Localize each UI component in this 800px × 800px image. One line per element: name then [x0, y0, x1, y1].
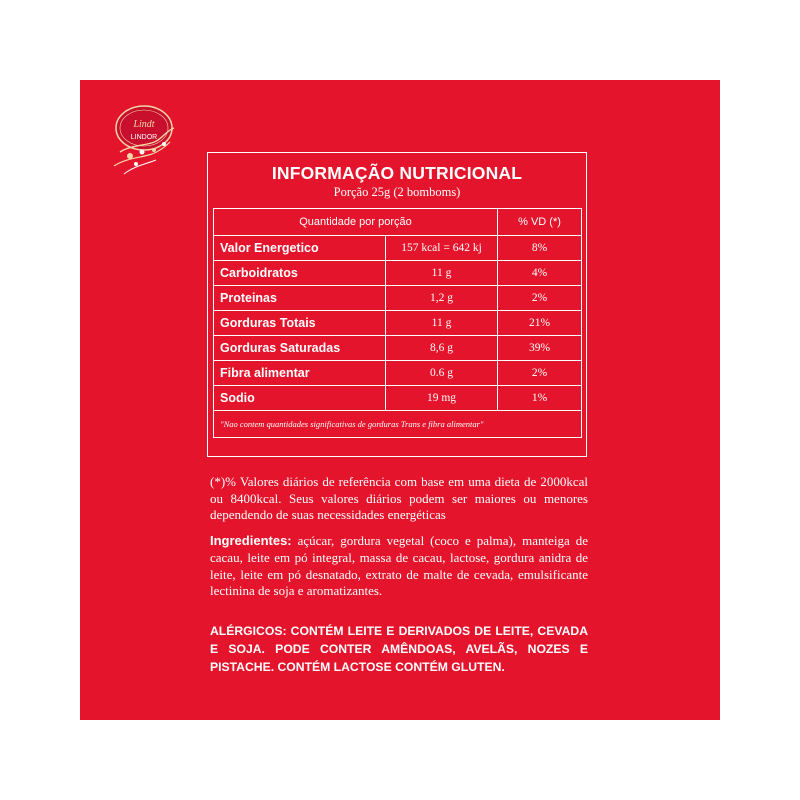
lindt-lindor-logo — [106, 100, 190, 190]
nutrient-vd: 2% — [498, 286, 582, 311]
nutrition-table — [213, 208, 582, 438]
nutrient-quantity: 11 g — [386, 311, 498, 336]
trans-fat-note: "Nao contem quantidades significativas de gorduras Trans e fibra alimentar" — [214, 411, 582, 438]
table-row — [214, 311, 582, 336]
nutrition-facts-box — [207, 152, 587, 457]
table-row — [214, 336, 582, 361]
daily-values-text: (*)% Valores diários de referência com base em uma dieta de 2000kcal ou 8400kcal. Seus valores diários podem ser maiores ou menores dependendo de suas necessidades energéticas — [210, 474, 588, 522]
nutrient-name: Proteinas — [214, 286, 386, 311]
header-vd: % VD (*) — [498, 209, 582, 236]
nutrient-vd: 4% — [498, 261, 582, 286]
nutrient-quantity: 157 kcal = 642 kj — [386, 236, 498, 261]
table-note-row — [214, 411, 582, 438]
header-quantity: Quantidade por porção — [214, 209, 498, 236]
table-row — [214, 261, 582, 286]
nutrient-name: Valor Energetico — [214, 236, 386, 261]
nutrient-vd: 1% — [498, 386, 582, 411]
nutrient-name: Gorduras Saturadas — [214, 336, 386, 361]
nutrition-title: INFORMAÇÃO NUTRICIONAL — [271, 163, 523, 183]
table-row — [214, 286, 582, 311]
logo-brand-text: Lindt — [133, 119, 155, 130]
table-row — [214, 236, 582, 261]
logo-sub-text: LINDOR — [130, 134, 158, 141]
ingredients-paragraph — [210, 533, 588, 600]
nutrient-vd: 2% — [498, 361, 582, 386]
table-header-row — [214, 209, 582, 236]
nutrient-vd: 8% — [498, 236, 582, 261]
nutrient-quantity: 8,6 g — [386, 336, 498, 361]
portion-size: Porção 25g (2 bomboms) — [333, 185, 461, 199]
nutrient-quantity: 0.6 g — [386, 361, 498, 386]
nutrient-name: Gorduras Totais — [214, 311, 386, 336]
nutrient-quantity: 11 g — [386, 261, 498, 286]
table-row — [214, 361, 582, 386]
nutrient-quantity: 1,2 g — [386, 286, 498, 311]
nutrient-vd: 39% — [498, 336, 582, 361]
table-row — [214, 386, 582, 411]
product-label-panel — [80, 80, 720, 720]
nutrient-name: Fibra alimentar — [214, 361, 386, 386]
nutrient-name: Carboidratos — [214, 261, 386, 286]
ingredients-label: Ingredientes: — [210, 533, 292, 548]
nutrient-name: Sodio — [214, 386, 386, 411]
allergens-text: ALÉRGICOS: CONTÉM LEITE E DERIVADOS DE LEITE, CEVADA E SOJA. PODE CONTER AMÊNDOAS, AVELÃS, NOZES E PISTACHE. CONTÉM LACTOSE CONTÉM GLUTEN. — [210, 624, 588, 674]
nutrient-quantity: 19 mg — [386, 386, 498, 411]
ingredients-text: açúcar, gordura vegetal (coco e palma), manteiga de cacau, leite em pó integral, massa de cacau, lactose, gordura anidra de leite, leite em pó desnatado, extrato de malte de cevada, emulsificante lectinina de soja e aromatizantes. — [210, 533, 588, 599]
nutrient-vd: 21% — [498, 311, 582, 336]
